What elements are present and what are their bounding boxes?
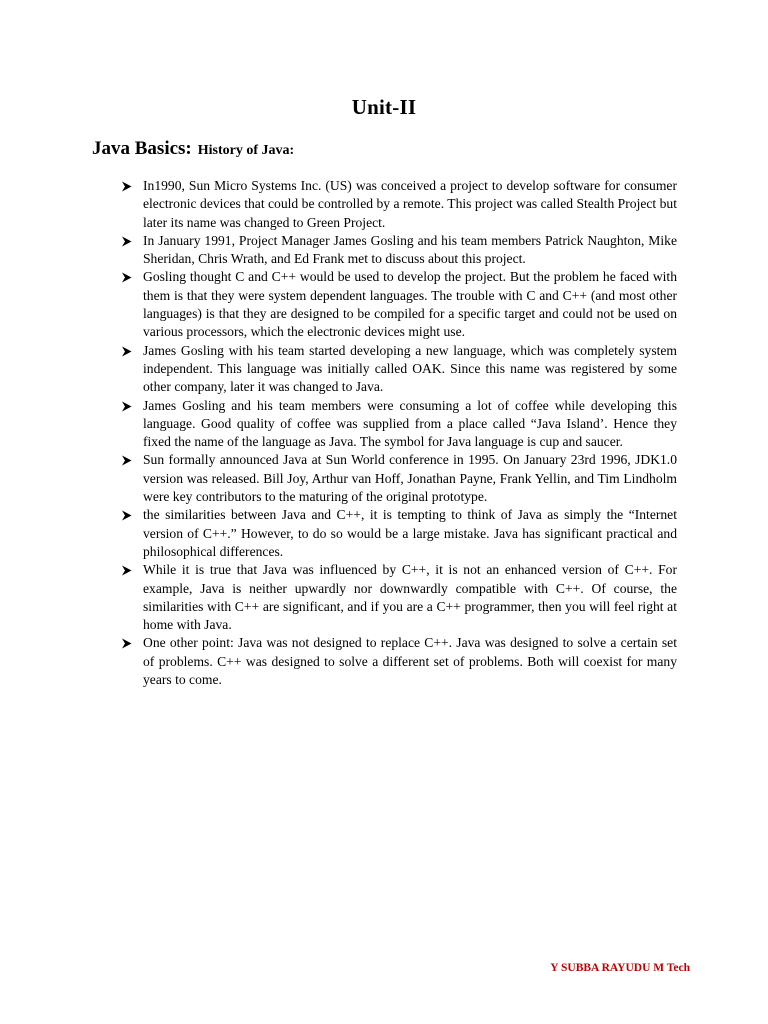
history-bullet-list [121,177,677,689]
arrowhead-bullet-icon [121,397,135,415]
bullet-text: Gosling thought C and C++ would be used to develop the project. But the problem he faced with them is that they were system dependent languages. The trouble with C and C++ (and most other languages) is that they are designed to be compiled for a specific target and could not be used on various processors, which the electronic devices might use. [143,269,677,340]
bullet-item [121,397,677,452]
arrowhead-bullet-icon [121,451,135,469]
bullet-item [121,561,677,634]
arrowhead-bullet-icon [121,232,135,250]
section-title: Java Basics: [92,138,192,159]
bullet-text: James Gosling and his team members were consuming a lot of coffee while developing this language. Good quality of coffee was supplied from a place called “Java Island’. Hence they fixed the name of the language as Java. The symbol for Java language is cup and saucer. [143,397,677,450]
section-heading [92,138,294,160]
unit-title: Unit-II [351,95,417,119]
bullet-text: In January 1991, Project Manager James Gosling and his team members Patrick Naughton, Mike Sheridan, Chris Wrath, and Ed Frank met to discuss about this project. [143,232,677,267]
bullet-item [121,232,677,269]
arrowhead-bullet-icon [121,268,135,286]
arrowhead-bullet-icon [121,561,135,579]
bullet-item [121,268,677,341]
bullet-item [121,451,677,506]
arrowhead-bullet-icon [121,342,135,360]
bullet-text: James Gosling with his team started developing a new language, which was completely system independent. This language was initially called OAK. Since this name was registered by some other company, later it was changed to Java. [143,342,677,395]
footer-author: Y SUBBA RAYUDU M Tech [550,962,690,974]
arrowhead-bullet-icon [121,506,135,524]
section-subtitle: History of Java: [197,143,295,158]
bullet-item [121,506,677,561]
bullet-text: One other point: Java was not designed to replace C++. Java was designed to solve a certain set of problems. C++ was designed to solve a different set of problems. Both will coexist for many years to come. [143,635,677,688]
arrowhead-bullet-icon [121,634,135,652]
bullet-text: Sun formally announced Java at Sun World conference in 1995. On January 23rd 1996, JDK1.0 version was released. Bill Joy, Arthur van Hoff, Jonathan Payne, Frank Yellin, and Tim Lindholm were key contributors to the maturing of the original prototype. [143,452,677,505]
bullet-item [121,177,677,232]
bullet-item [121,342,677,397]
bullet-text: the similarities between Java and C++, it is tempting to think of Java as simply the “Internet version of C++.” However, to do so would be a large mistake. Java has significant practical and philosophical differences. [143,507,677,559]
bullet-text: In1990, Sun Micro Systems Inc. (US) was conceived a project to develop software for consumer electronic devices that could be controlled by a remote. This project was called Stealth Project but later its name was changed to Green Project. [143,178,677,230]
bullet-item [121,634,677,689]
bullet-text: While it is true that Java was influenced by C++, it is not an enhanced version of C++. For example, Java is neither upwardly nor downwardly compatible with C++. Of course, the similarities with C++ are significant, and if you are a C++ programmer, then you will feel right at home with Java. [143,562,677,633]
arrowhead-bullet-icon [121,177,135,195]
